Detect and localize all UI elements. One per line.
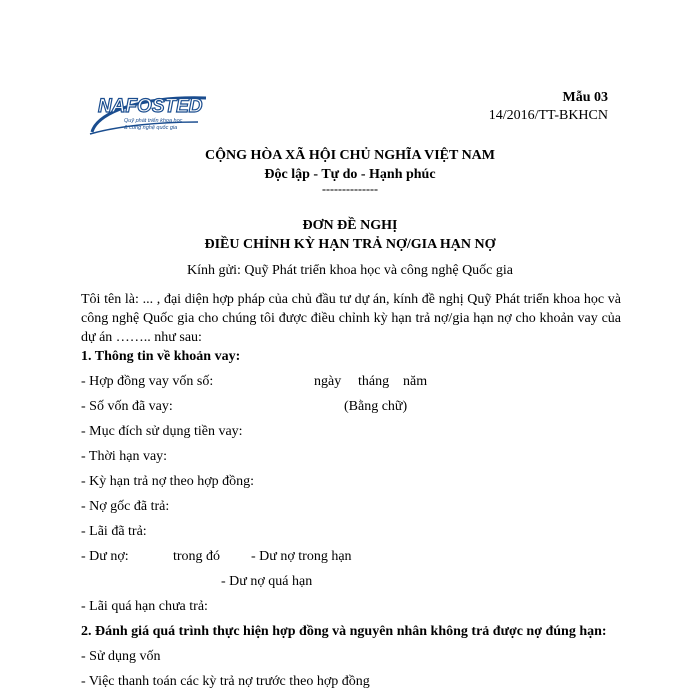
section1-heading: 1. Thông tin về khoản vay:: [81, 349, 241, 364]
borrowed-label: - Số vốn đã vay:: [81, 399, 173, 414]
form-number: Mẫu 03: [562, 90, 608, 105]
country-name: CỘNG HÒA XÃ HỘI CHỦ NGHĨA VIỆT NAM: [204, 148, 495, 163]
circular-number: 14/2016/TT-BKHCN: [488, 108, 608, 123]
day-label: ngày: [314, 374, 342, 389]
contract-label: - Hợp đồng vay vốn số:: [81, 374, 214, 389]
nafosted-logo-graphic: [88, 92, 213, 138]
divider: --------------: [322, 182, 378, 196]
outstanding-row: [81, 549, 621, 569]
document-subtitle: ĐIỀU CHỈNH KỲ HẠN TRẢ NỢ/GIA HẠN NỢ: [204, 237, 496, 252]
of-which-label: trong đó: [173, 549, 221, 564]
recipient-line: Kính gửi: Quỹ Phát triển khoa học và công nghệ Quốc gia: [186, 263, 514, 278]
section2-item-capital-use: - Sử dụng vốn: [81, 649, 161, 664]
overdue-label: - Dư nợ quá hạn: [221, 574, 313, 589]
in-term-label: - Dư nợ trong hạn: [251, 549, 352, 564]
overdue-interest-label: - Lãi quá hạn chưa trả:: [81, 599, 208, 614]
outstanding-label: - Dư nợ:: [81, 549, 129, 564]
national-motto: Độc lập - Tự do - Hạnh phúc: [264, 167, 436, 182]
section2-item-prior-payments: - Việc thanh toán các kỳ trả nợ trước theo hợp đồng: [81, 674, 370, 689]
intro-paragraph: Tôi tên là: ... , đại diện hợp pháp của chủ đầu tư dự án, kính đề nghị Quỹ Phát triển khoa học và công nghệ Quốc gia cho chúng tôi được điều chỉnh kỳ hạn trả nợ/gia hạn nợ cho khoản vay của dự án …….. như sau:: [81, 292, 621, 345]
logo-tagline-2: & công nghệ quốc gia: [124, 125, 178, 131]
purpose-label: - Mục đích sử dụng tiền vay:: [81, 424, 243, 439]
year-label: năm: [403, 374, 428, 389]
term-label: - Thời hạn vay:: [81, 449, 168, 464]
logo-wordmark: NAFOSTED: [98, 96, 203, 117]
overdue-row: [81, 574, 621, 594]
schedule-label: - Kỳ hạn trả nợ theo hợp đồng:: [81, 474, 255, 489]
logo-tagline-1: Quỹ phát triển khoa học: [124, 118, 183, 124]
nafosted-logo: [88, 92, 213, 138]
in-words-label: (Bằng chữ): [344, 399, 408, 414]
document-title: ĐƠN ĐỀ NGHỊ: [302, 218, 398, 233]
principal-paid-label: - Nợ gốc đã trả:: [81, 499, 170, 514]
interest-paid-label: - Lãi đã trả:: [81, 524, 147, 539]
contract-row: [81, 374, 621, 394]
section2-heading: 2. Đánh giá quá trình thực hiện hợp đồng và nguyên nhân không trả được nợ đúng hạn:: [81, 624, 607, 639]
month-label: tháng: [358, 374, 390, 389]
borrowed-row: [81, 399, 621, 419]
